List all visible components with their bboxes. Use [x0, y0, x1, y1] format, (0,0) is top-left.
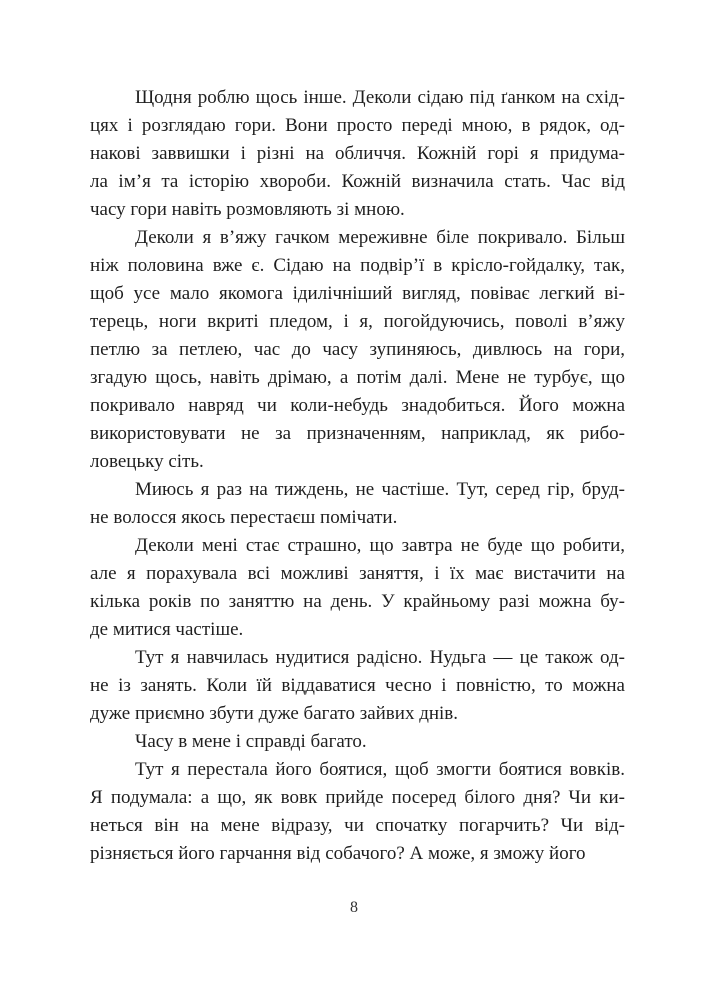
page-number: 8 — [350, 899, 358, 916]
text-line: використовувати не за призначенням, наприклад, як рибо- — [90, 423, 625, 444]
paragraph — [90, 728, 625, 756]
text-line: не волосся якось перестаєш помічати. — [90, 507, 398, 528]
text-line: покривало навряд чи коли-небудь знадобиться. Його можна — [90, 395, 625, 416]
paragraph — [90, 532, 625, 644]
text-line: Миюсь я раз на тиждень, не частіше. Тут, серед гір, бруд- — [135, 479, 625, 500]
text-line: Деколи мені стає страшно, що завтра не буде що робити, — [135, 535, 625, 556]
text-line: не із занять. Коли їй віддаватися чесно і повністю, то можна — [90, 675, 625, 696]
text-line: Деколи я в’яжу гачком мереживне біле покривало. Більш — [135, 227, 625, 248]
text-line: Тут я навчилась нудитися радісно. Нудьга — це також од- — [135, 647, 625, 668]
text-line: цях і розглядаю гори. Вони просто переді мною, в рядок, од- — [90, 115, 625, 136]
text-line: дуже приємно збути дуже багато зайвих днів. — [90, 703, 459, 724]
text-line: ніж половина вже є. Сідаю на подвір’ї в крісло-гойдалку, так, — [90, 255, 625, 276]
text-line: петлю за петлею, час до часу зупиняюсь, дивлюсь на гори, — [90, 339, 625, 360]
text-line: Я подумала: а що, як вовк прийде посеред білого дня? Чи ки- — [90, 787, 625, 808]
text-line: Часу в мене і справді багато. — [135, 731, 367, 752]
text-line: різняється його гарчання від собачого? А може, я зможу його — [90, 843, 586, 864]
text-line: Тут я перестала його боятися, щоб змогти боятися вовків. — [135, 759, 625, 780]
paragraph — [90, 644, 625, 728]
text-line: кілька років по заняттю на день. У крайньому разі можна бу- — [90, 591, 625, 612]
paragraph — [90, 224, 625, 476]
text-line: згадую щось, навіть дрімаю, а потім далі. Мене не турбує, що — [90, 367, 625, 388]
paragraph — [90, 756, 625, 868]
page-text — [90, 84, 625, 868]
text-line: де митися частіше. — [90, 619, 244, 640]
text-line: часу гори навіть розмовляють зі мною. — [90, 199, 405, 220]
text-line: щоб усе мало якомога ідилічніший вигляд, повіває легкий ві- — [90, 283, 625, 304]
text-line: але я порахувала всі можливі заняття, і їх має вистачити на — [90, 563, 625, 584]
text-line: ла ім’я та історію хвороби. Кожній визначила стать. Час від — [90, 171, 625, 192]
text-line: неться він на мене відразу, чи спочатку погарчить? Чи від- — [90, 815, 625, 836]
text-line: терець, ноги вкриті пледом, і я, погойдуючись, поволі в’яжу — [90, 311, 625, 332]
paragraph — [90, 84, 625, 224]
text-line: Щодня роблю щось інше. Деколи сідаю під ґанком на схід- — [135, 87, 625, 108]
text-line: ловецьку сіть. — [90, 451, 204, 472]
text-line: накові заввишки і різні на обличчя. Кожній горі я придума- — [90, 143, 625, 164]
paragraph — [90, 476, 625, 532]
